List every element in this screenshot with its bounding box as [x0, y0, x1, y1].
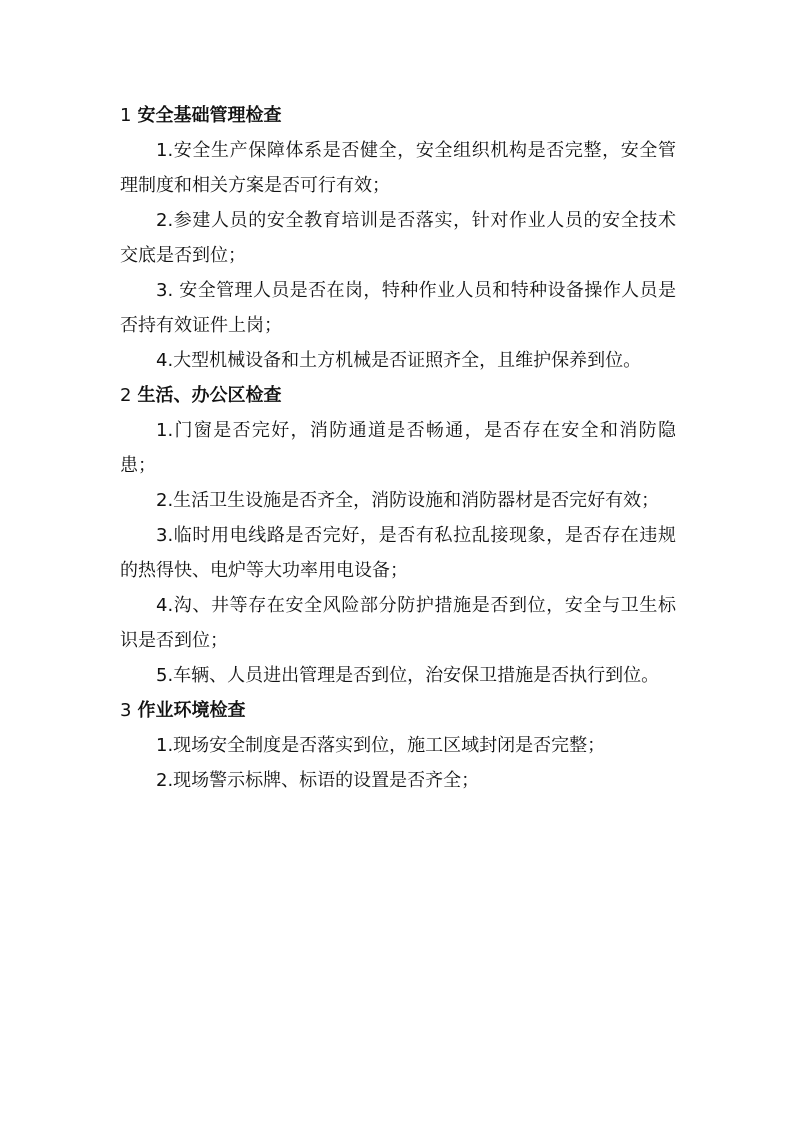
list-item: 3. 安全管理人员是否在岗，特种作业人员和特种设备操作人员是否持有效证件上岗；: [120, 280, 676, 336]
section-3: [120, 693, 676, 798]
document-page: [120, 98, 676, 798]
list-item: 2.参建人员的安全教育培训是否落实，针对作业人员的安全技术交底是否到位；: [120, 210, 676, 266]
list-item: 5.车辆、人员进出管理是否到位，治安保卫措施是否执行到位。: [156, 665, 660, 686]
section-title: 作业环境检查: [137, 700, 246, 721]
section-2: [120, 378, 676, 693]
section-title: 生活、办公区检查: [137, 385, 282, 406]
section-heading: [120, 693, 676, 728]
section-number: 1: [120, 105, 132, 126]
list-item: 1.安全生产保障体系是否健全，安全组织机构是否完整，安全管理制度和相关方案是否可行有效；: [120, 140, 676, 196]
section-title: 安全基础管理检查: [137, 105, 282, 126]
list-item: 3.临时用电线路是否完好，是否有私拉乱接现象，是否存在违规的热得快、电炉等大功率用电设备；: [120, 525, 676, 581]
section-heading: [120, 98, 676, 133]
list-item: 2.生活卫生设施是否齐全，消防设施和消防器材是否完好有效；: [156, 490, 660, 511]
section-1: [120, 98, 676, 378]
section-heading: [120, 378, 676, 413]
list-item: 1.门窗是否完好，消防通道是否畅通，是否存在安全和消防隐患；: [120, 420, 676, 476]
section-number: 2: [120, 385, 132, 406]
list-item: 1.现场安全制度是否落实到位，施工区域封闭是否完整；: [156, 735, 606, 756]
list-item: 2.现场警示标牌、标语的设置是否齐全；: [156, 770, 480, 791]
list-item: 4.沟、井等存在安全风险部分防护措施是否到位，安全与卫生标识是否到位；: [120, 595, 676, 651]
list-item: 4.大型机械设备和土方机械是否证照齐全，且维护保养到位。: [156, 350, 642, 371]
section-number: 3: [120, 700, 132, 721]
